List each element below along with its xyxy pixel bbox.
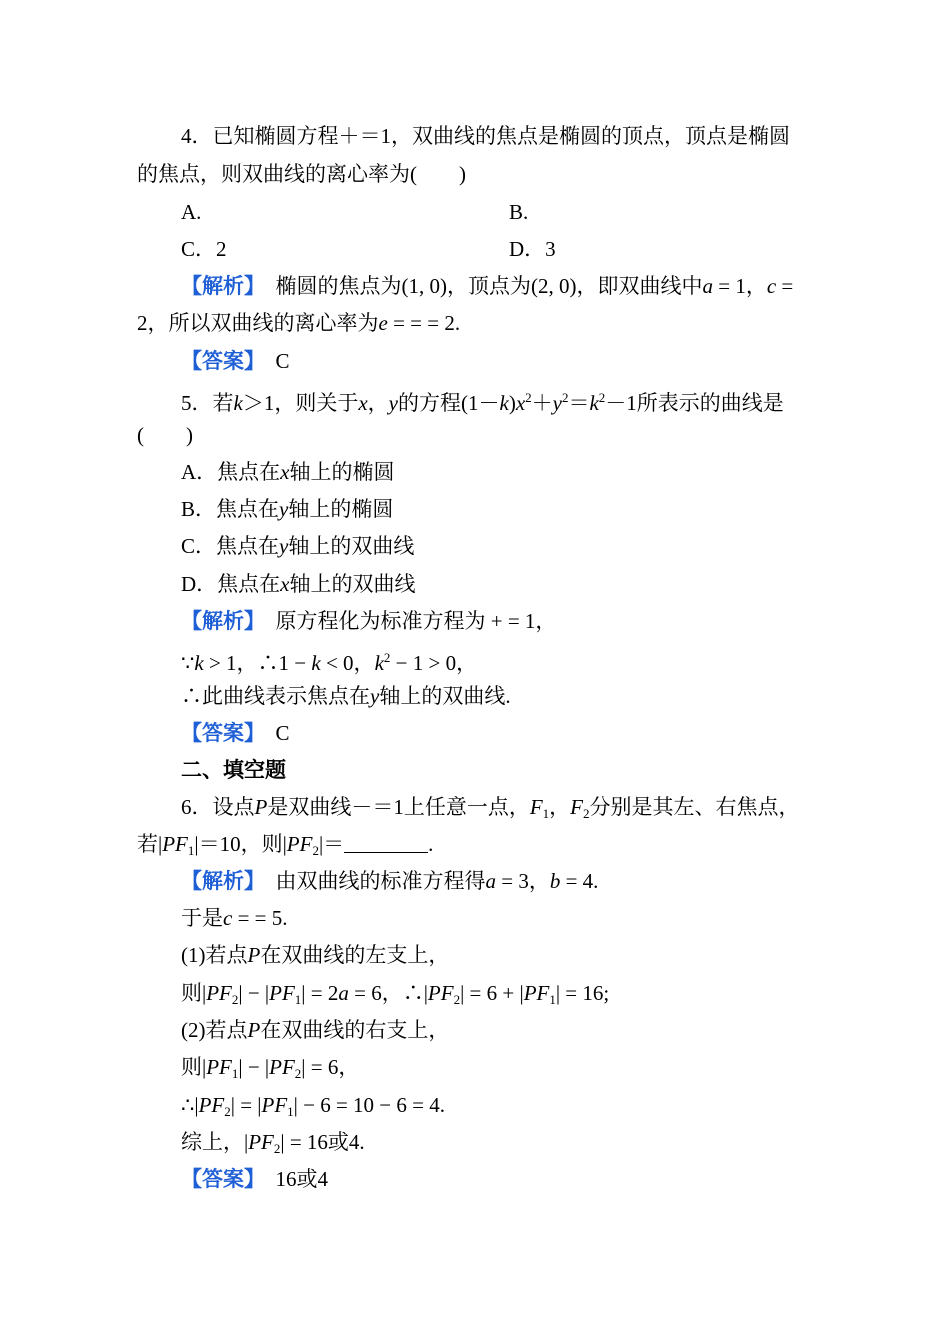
q5-stem-line2: ( ) bbox=[137, 423, 193, 447]
q6-analysis-line2: 于是c = = 5. bbox=[181, 906, 288, 930]
q4-options-row1 bbox=[181, 198, 529, 226]
q4-options-row2 bbox=[181, 235, 556, 263]
q5-option-b: B．焦点在y轴上的椭圆 bbox=[181, 497, 394, 521]
section-heading: 二、填空题 bbox=[181, 758, 286, 782]
q5-option-d: D．焦点在x轴上的双曲线 bbox=[181, 572, 416, 596]
q4-analysis-line2: 2，所以双曲线的离心率为e = = = 2. bbox=[137, 311, 461, 335]
q6-analysis-line1: 【解析】 由双曲线的标准方程得a = 3，b = 4. bbox=[181, 869, 599, 893]
q5-stem-line1: 5．若k＞1，则关于x，y的方程$(1-k)x^2+y^2=k^2-1$所表示的曲线是 bbox=[181, 390, 784, 415]
q5-option-a: A．焦点在x轴上的椭圆 bbox=[181, 460, 395, 484]
analysis-tag: 【解析】 bbox=[181, 869, 255, 893]
q6-case2-line3: $\therefore|PF_2| = |PF_1| - 6 = 10 - 6 = 4$. bbox=[181, 1093, 445, 1119]
q4-option-c: C．2 bbox=[181, 237, 227, 261]
q5-analysis-line1: 【解析】 原方程化为标准方程为 + = 1， bbox=[181, 609, 557, 633]
q4-stem-line2: 的焦点，则双曲线的离心率为( ) bbox=[137, 162, 466, 186]
q6-case2-line1: (2)若点P在双曲线的右支上， bbox=[181, 1018, 450, 1042]
q6-case1-line1: (1)若点P在双曲线的左支上， bbox=[181, 943, 450, 967]
q5-option-c: C．焦点在y轴上的双曲线 bbox=[181, 534, 415, 558]
q5-analysis-line2: ∵k > 1，∴1 − k < 0，$k^2 - 1 > 0$， bbox=[181, 650, 478, 675]
answer-blank bbox=[344, 834, 428, 853]
q6-answer: 【答案】 16或4 bbox=[181, 1167, 328, 1191]
q6-case2-line2: 则$|PF_1| - |PF_2| = 6$， bbox=[181, 1055, 360, 1081]
analysis-tag: 【解析】 bbox=[181, 274, 255, 298]
q6-stem-line2: 若$|PF_1|=10$，则$|PF_2|=$ . bbox=[137, 832, 434, 858]
q5-answer: 【答案】 C bbox=[181, 721, 290, 745]
q6-case1-line2: 则$|PF_2| - |PF_1| = 2a = 6$，$\therefore|PF_2| = 6 + |PF_1| = 16$; bbox=[181, 981, 610, 1007]
q6-stem-line1: 6．设点P是双曲线－＝1上任意一点，$F_1$，$F_2$分别是其左、右焦点， bbox=[181, 795, 800, 821]
answer-tag: 【答案】 bbox=[181, 1167, 255, 1191]
q4-option-a: A. bbox=[181, 200, 202, 224]
q5-analysis-line3: ∴此曲线表示焦点在y轴上的双曲线. bbox=[181, 684, 511, 708]
answer-tag: 【答案】 bbox=[181, 349, 255, 373]
q4-option-d: D．3 bbox=[509, 237, 556, 261]
q4-option-b: B. bbox=[509, 200, 529, 224]
q4-answer: 【答案】 C bbox=[181, 349, 290, 373]
answer-tag: 【答案】 bbox=[181, 721, 255, 745]
q6-summary: 综上，$|PF_2| = 16$或4. bbox=[181, 1130, 365, 1156]
q4-stem-line1: 4．已知椭圆方程＋＝1，双曲线的焦点是椭圆的顶点，顶点是椭圆 bbox=[181, 124, 790, 148]
analysis-tag: 【解析】 bbox=[181, 609, 255, 633]
q4-analysis-line1: 【解析】 椭圆的焦点为(1, 0)，顶点为(2, 0)，即双曲线中a = 1，c = bbox=[181, 274, 794, 298]
